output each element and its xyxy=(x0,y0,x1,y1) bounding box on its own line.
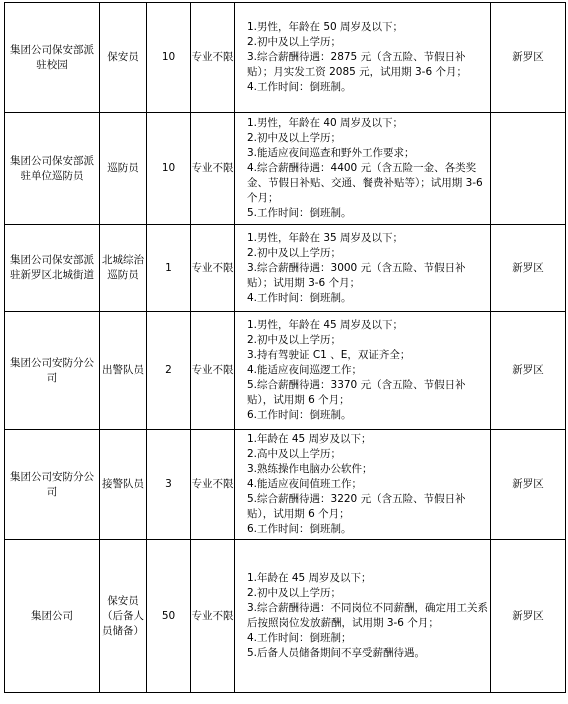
work-area-cell: 新罗区 xyxy=(491,430,566,540)
table-row xyxy=(5,225,566,312)
requirement-item: 4.能适应夜间值班工作； xyxy=(247,478,363,490)
requirement-item: 2.高中及以上学历； xyxy=(247,448,342,460)
requirement-item: 3.综合薪酬待遇：3000 元（含五险、节假日补贴）；试用期 3-6 个月； xyxy=(247,261,466,289)
headcount-cell: 2 xyxy=(147,312,191,430)
major-cell: 专业不限 xyxy=(191,312,235,430)
requirement-item: 4.工作时间：倒班制。 xyxy=(247,291,352,304)
employer-unit-cell: 集团公司安防分公司 xyxy=(5,312,100,430)
requirement-item: 4.综合薪酬待遇：4400 元（含五险一金、各类奖金、节假日补贴、交通、餐费补贴等）；试用期 3-6 个月； xyxy=(247,162,483,204)
requirement-item: 5.综合薪酬待遇：3220 元（含五险、节假日补贴），试用期 6 个月； xyxy=(247,493,466,520)
requirement-item: 3.能适应夜间巡查和野外工作要求； xyxy=(247,147,415,159)
major-cell: 专业不限 xyxy=(191,3,235,113)
requirement-item: 6.工作时间：倒班制。 xyxy=(247,409,352,421)
table-row xyxy=(5,3,566,113)
position-cell: 北城综治巡防员 xyxy=(100,225,147,312)
requirement-item: 1.男性，年龄在 40 周岁及以下； xyxy=(247,117,404,129)
table-row xyxy=(5,113,566,225)
work-area-cell: 新罗区 xyxy=(491,540,566,693)
job-listing-table xyxy=(4,2,566,693)
headcount-cell: 1 xyxy=(147,225,191,312)
requirement-item: 2.初中及以上学历； xyxy=(247,246,342,259)
work-area-cell xyxy=(491,113,566,225)
requirement-item: 3.综合薪酬待遇：2875 元（含五险、节假日补贴）；月实发工资 2085 元，试用期 3-6 个月； xyxy=(247,51,467,78)
requirement-item: 2.初中及以上学历； xyxy=(247,132,342,144)
requirement-item: 4.工作时间：倒班制。 xyxy=(247,81,352,93)
requirement-item: 6.工作时间：倒班制。 xyxy=(247,523,352,535)
work-area-cell: 新罗区 xyxy=(491,3,566,113)
requirement-item: 2.初中及以上学历； xyxy=(247,334,342,346)
employer-unit-cell: 集团公司保安部派驻新罗区北城街道 xyxy=(5,225,100,312)
requirement-item: 5.综合薪酬待遇：3370 元（含五险、节假日补贴），试用期 6 个月； xyxy=(247,379,466,406)
work-area-cell: 新罗区 xyxy=(491,312,566,430)
requirement-item: 1.年龄在 45 周岁及以下； xyxy=(247,433,372,445)
major-cell: 专业不限 xyxy=(191,540,235,693)
position-cell: 巡防员 xyxy=(100,113,147,225)
employer-unit-cell: 集团公司 xyxy=(5,540,100,693)
headcount-cell: 10 xyxy=(147,113,191,225)
requirement-item: 2.初中及以上学历； xyxy=(247,36,342,48)
headcount-cell: 50 xyxy=(147,540,191,693)
requirements-cell xyxy=(235,3,491,113)
major-cell: 专业不限 xyxy=(191,430,235,540)
position-cell: 保安员（后备人员储备） xyxy=(100,540,147,693)
requirement-item: 1.男性，年龄在 45 周岁及以下； xyxy=(247,319,404,331)
employer-unit-cell: 集团公司安防分公司 xyxy=(5,430,100,540)
requirement-item: 3.综合薪酬待遇：不同岗位不同薪酬，确定用工关系后按照岗位发放薪酬，试用期 3-6 个月； xyxy=(247,602,489,629)
requirements-cell xyxy=(235,540,491,693)
requirements-cell xyxy=(235,430,491,540)
table-row xyxy=(5,430,566,540)
requirement-item: 5.工作时间：倒班制。 xyxy=(247,207,352,219)
requirement-item: 1.男性，年龄在 35 周岁及以下； xyxy=(247,231,404,244)
headcount-cell: 10 xyxy=(147,3,191,113)
requirement-item: 5.后备人员储备期间不享受薪酬待遇。 xyxy=(247,647,426,659)
major-cell: 专业不限 xyxy=(191,113,235,225)
employer-unit-cell: 集团公司保安部派驻单位巡防员 xyxy=(5,113,100,225)
requirement-item: 4.工作时间：倒班制； xyxy=(247,632,352,644)
employer-unit-cell: 集团公司保安部派驻校园 xyxy=(5,3,100,113)
headcount-cell: 3 xyxy=(147,430,191,540)
position-cell: 保安员 xyxy=(100,3,147,113)
requirements-cell xyxy=(235,312,491,430)
requirements-cell xyxy=(235,113,491,225)
requirement-item: 4.能适应夜间巡逻工作； xyxy=(247,364,363,376)
requirement-item: 3.持有驾驶证 C1 、E，双证齐全； xyxy=(247,349,411,361)
job-table-body xyxy=(5,3,566,693)
table-row xyxy=(5,540,566,693)
work-area-cell: 新罗区 xyxy=(491,225,566,312)
requirements-cell xyxy=(235,225,491,312)
requirement-item: 1.年龄在 45 周岁及以下； xyxy=(247,572,372,584)
requirement-item: 2.初中及以上学历； xyxy=(247,587,342,599)
position-cell: 出警队员 xyxy=(100,312,147,430)
requirement-item: 1.男性，年龄在 50 周岁及以下； xyxy=(247,21,404,33)
table-row xyxy=(5,312,566,430)
position-cell: 接警队员 xyxy=(100,430,147,540)
major-cell: 专业不限 xyxy=(191,225,235,312)
requirement-item: 3.熟练操作电脑办公软件； xyxy=(247,463,373,475)
